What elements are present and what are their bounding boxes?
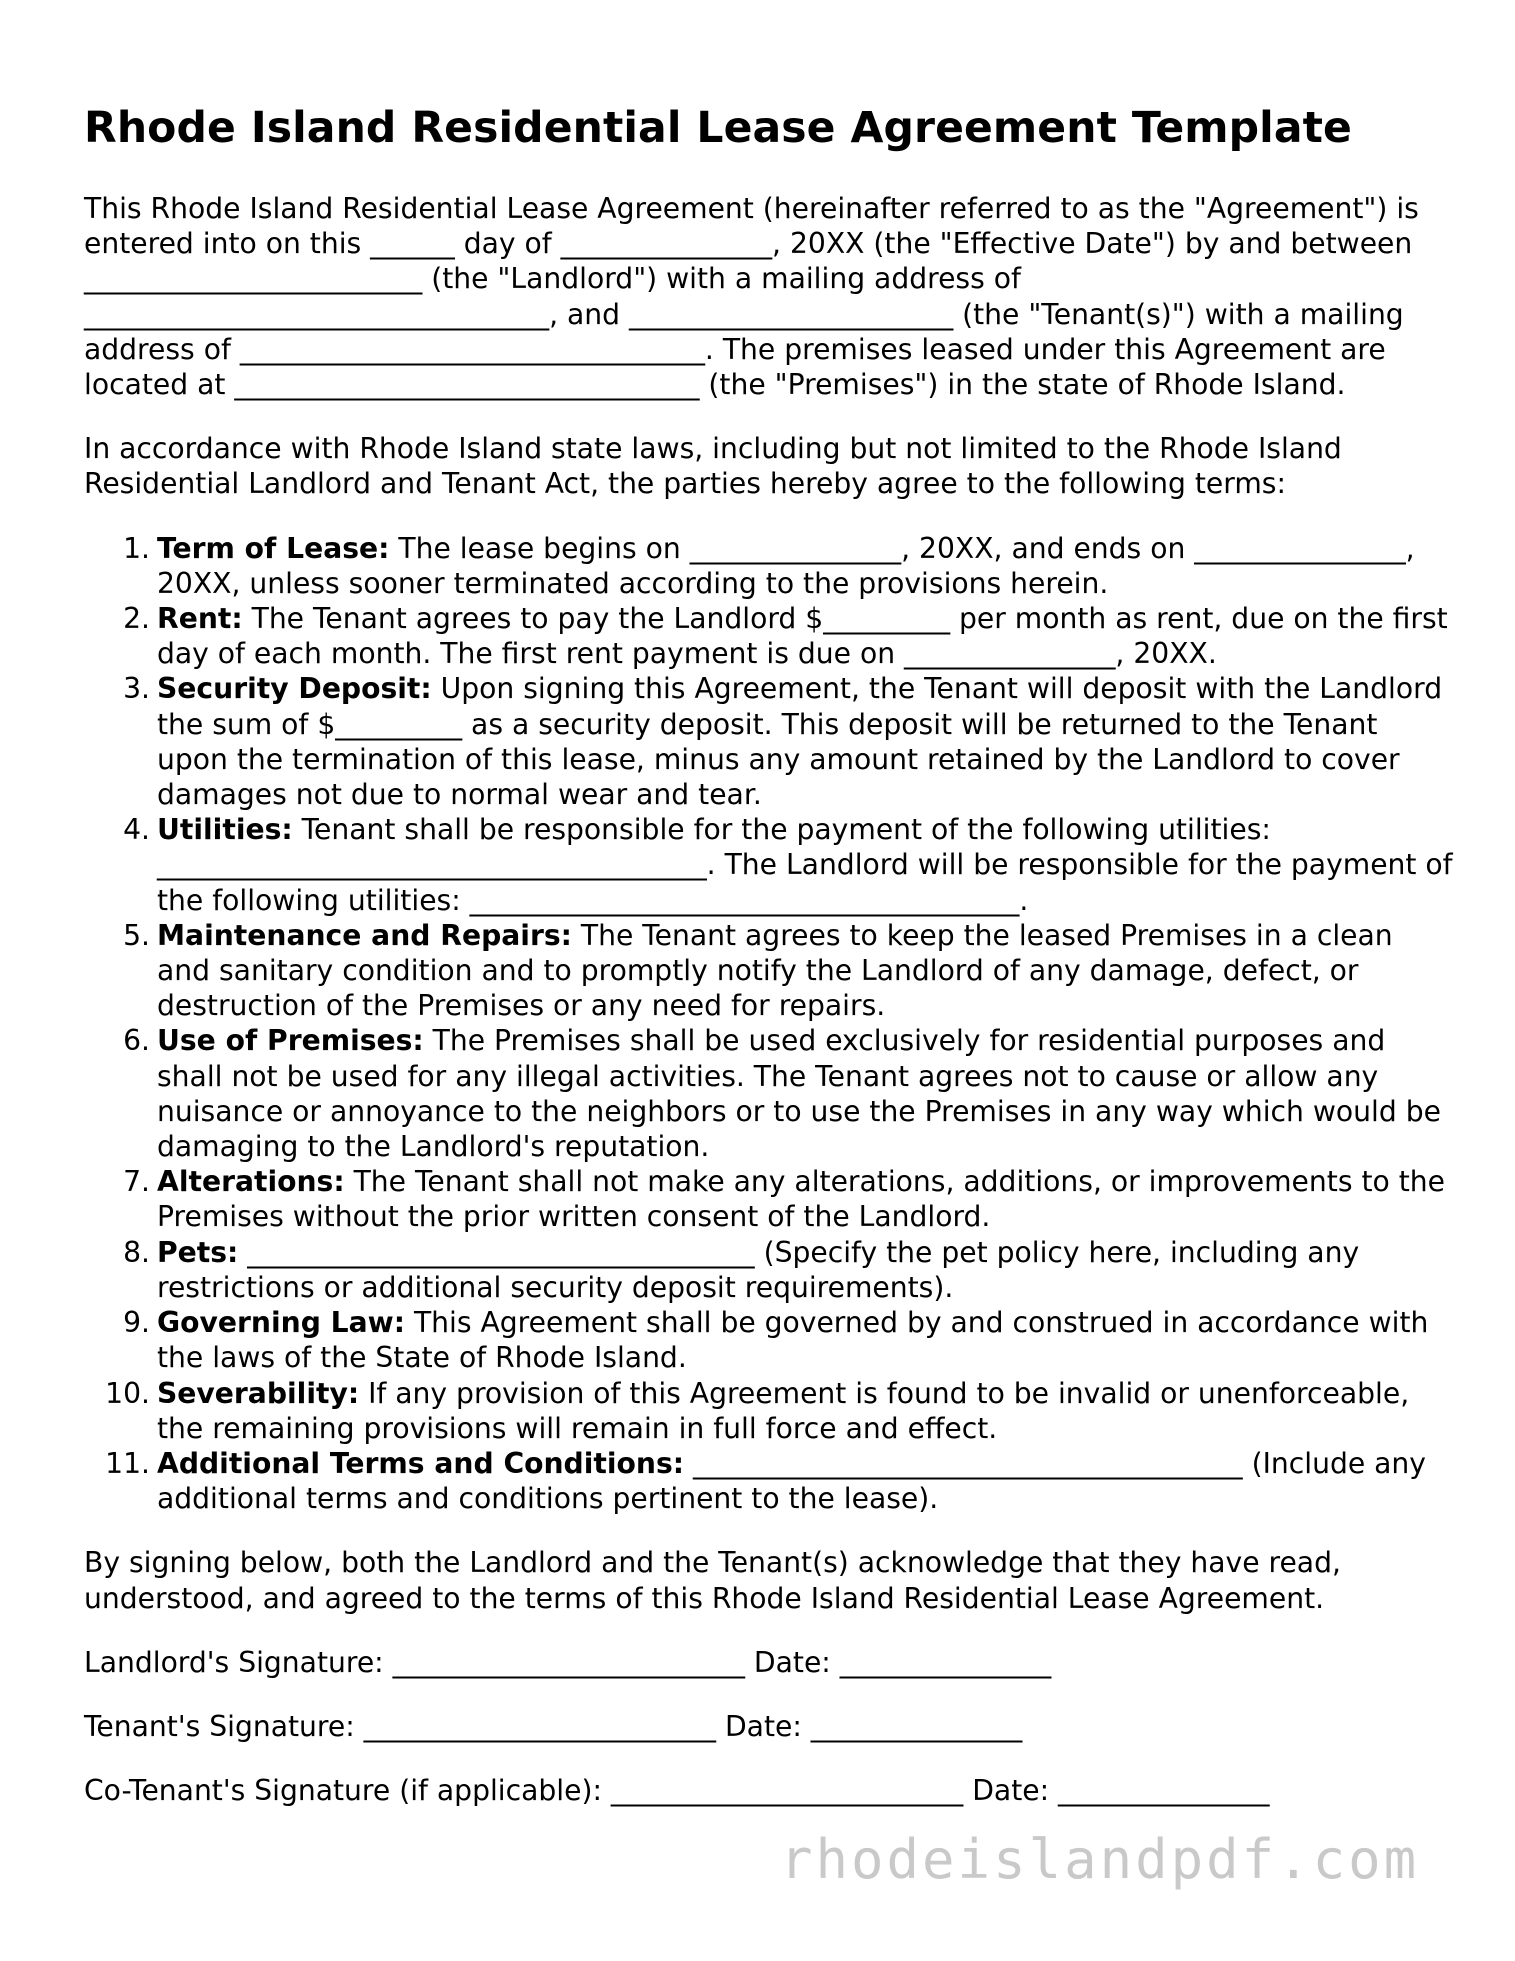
term-text: The Tenant agrees to keep the leased Premises in a clean and sanitary condition and to promptly notify the Landlord of any damage, defect, or destruction of the Premises or any need for repairs. — [157, 918, 1393, 1023]
term-heading: Term of Lease: — [157, 531, 390, 565]
term-item — [84, 671, 1454, 812]
tenant-signature-line: Tenant's Signature: _________________________ Date: _______________ — [84, 1709, 1023, 1743]
term-number: 6. — [123, 1024, 150, 1058]
term-heading: Rent: — [157, 602, 243, 636]
term-item — [84, 601, 1454, 671]
term-text: The Tenant shall not make any alterations, additions, or improvements to the Premises without the prior written consent of the Landlord. — [157, 1165, 1445, 1234]
term-heading: Maintenance and Repairs: — [157, 918, 572, 952]
term-number: 9. — [123, 1306, 150, 1340]
term-item — [84, 812, 1454, 918]
term-item — [84, 918, 1454, 1024]
term-number: 11. — [105, 1446, 150, 1480]
term-item — [84, 1164, 1454, 1234]
term-heading: Alterations: — [157, 1165, 345, 1199]
term-text: ____________________________________ (Specify the pet policy here, including any restrictions or additional security deposit requirements). — [157, 1235, 1360, 1304]
term-number: 10. — [105, 1376, 150, 1410]
term-text: The Premises shall be used exclusively for residential purposes and shall not be used for any illegal activities. The Tenant agrees not to cause or allow any nuisance or annoyance to the neighbors or to use the Premises in any way which would be damaging to the Landlord's reputation. — [157, 1024, 1441, 1164]
term-number: 2. — [123, 602, 150, 636]
document-title: Rhode Island Residential Lease Agreement Template — [84, 104, 1352, 153]
term-item — [84, 1446, 1454, 1516]
term-number: 1. — [123, 531, 150, 565]
term-text: The Tenant agrees to pay the Landlord $_________ per month as rent, due on the first day of each month. The first rent payment is due on _______________, 20XX. — [157, 602, 1448, 671]
term-number: 7. — [123, 1165, 150, 1199]
term-item — [84, 531, 1454, 601]
term-text: Upon signing this Agreement, the Tenant will deposit with the Landlord the sum of $_________ as a security deposit. This deposit will be returned to the Tenant upon the termination of this lease, minus any amount retained by the Landlord to cover damages not due to normal wear and tear. — [157, 672, 1443, 812]
term-text: Tenant shall be responsible for the payment of the following utilities: _______________________________________. The Landlord will be responsible for the payment of the following utilities: _______________________________________. — [157, 813, 1453, 917]
terms-list — [84, 531, 1454, 1517]
term-item — [84, 1305, 1454, 1375]
laws-paragraph: In accordance with Rhode Island state laws, including but not limited to the Rhode Island Residential Landlord and Tenant Act, the parties hereby agree to the following terms: — [84, 432, 1342, 501]
term-heading: Additional Terms and Conditions: — [157, 1446, 685, 1480]
term-heading: Use of Premises: — [157, 1024, 424, 1058]
term-heading: Utilities: — [157, 813, 293, 847]
term-heading: Pets: — [157, 1235, 239, 1269]
watermark: rhodeislandpdf.com — [780, 1828, 1420, 1891]
term-heading: Governing Law: — [157, 1306, 405, 1340]
co-tenant-signature-line: Co-Tenant's Signature (if applicable): _________________________ Date: _______________ — [84, 1774, 1270, 1808]
term-number: 5. — [123, 918, 150, 952]
term-heading: Severability: — [157, 1376, 360, 1410]
term-text: If any provision of this Agreement is found to be invalid or unenforceable, the remaining provisions will remain in full force and effect. — [157, 1376, 1410, 1445]
term-number: 3. — [123, 672, 150, 706]
term-item — [84, 1235, 1454, 1305]
intro-paragraph: This Rhode Island Residential Lease Agreement (hereinafter referred to as the "Agreement") is entered into on this ______ day of _______________, 20XX (the "Effective Date") by and between ________________________ (the "Landlord") with a mailing address of _________________________________, and _______________________ (the "Tenant(s)") with a mailing address of _________________________________. The premises leased under this Agreement are located at _________________________________ (the "Premises") in the state of Rhode Island. — [84, 192, 1419, 402]
document-page — [84, 100, 1454, 1808]
term-number: 8. — [123, 1235, 150, 1269]
landlord-signature-line: Landlord's Signature: _________________________ Date: _______________ — [84, 1645, 1052, 1679]
term-item — [84, 1376, 1454, 1446]
term-text: _______________________________________ (Include any additional terms and conditions pertinent to the lease). — [157, 1446, 1426, 1516]
term-heading: Security Deposit: — [157, 672, 432, 706]
term-text: This Agreement shall be governed by and construed in accordance with the laws of the State of Rhode Island. — [157, 1306, 1429, 1375]
term-text: The lease begins on _______________, 20XX, and ends on _______________, 20XX, unless sooner terminated according to the provisions herein. — [157, 531, 1415, 600]
term-number: 4. — [123, 813, 150, 847]
acknowledgement-paragraph: By signing below, both the Landlord and the Tenant(s) acknowledge that they have read, understood, and agreed to the terms of this Rhode Island Residential Lease Agreement. — [84, 1546, 1341, 1615]
term-item — [84, 1023, 1454, 1164]
